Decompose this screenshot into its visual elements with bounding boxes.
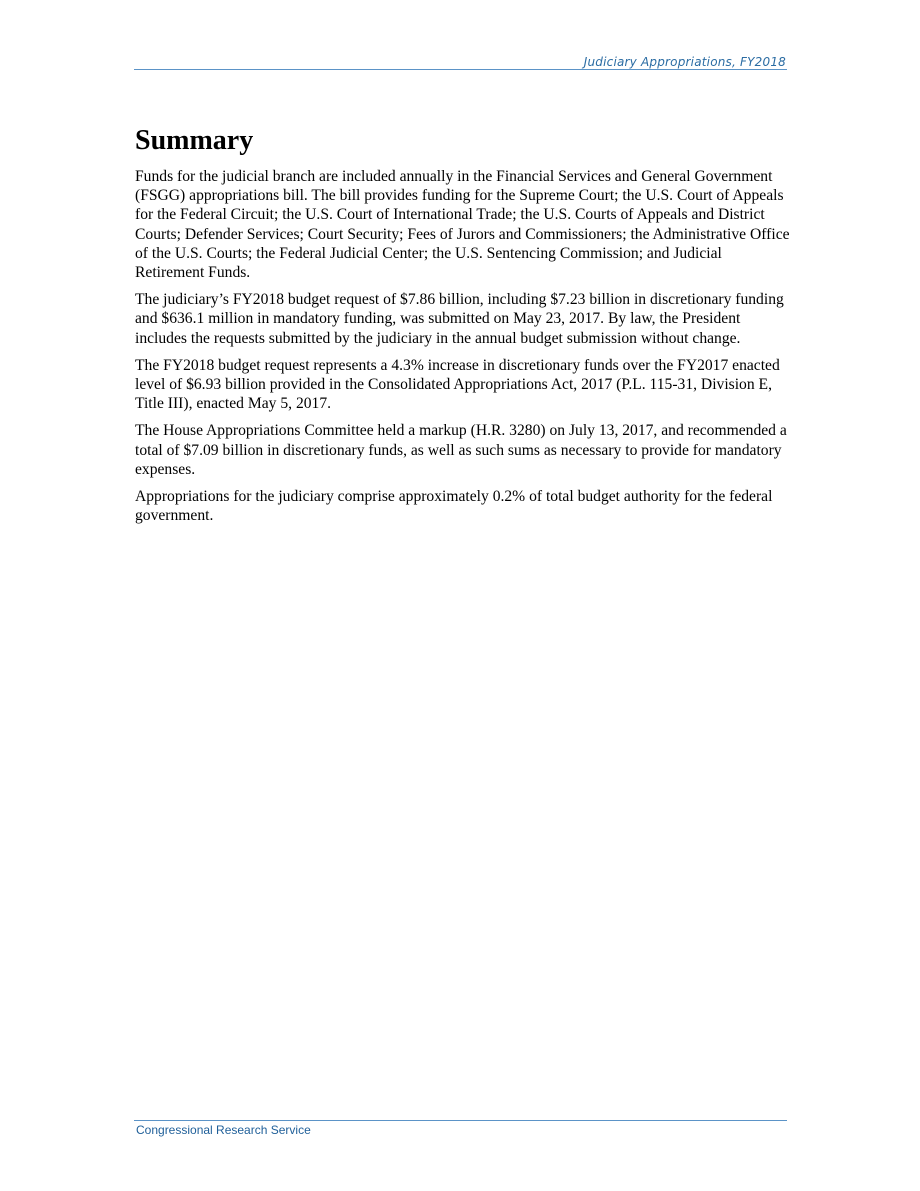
- footer-divider: [134, 1120, 787, 1121]
- running-header-title: Judiciary Appropriations, FY2018: [583, 55, 786, 69]
- paragraph-funding-overview: Funds for the judicial branch are included annually in the Financial Services and General Government (FSGG) appropriations bill. The bill provides funding for the Supreme Court; the U.S. Court of Appeals for the Federal Circuit; the U.S. Court of International Trade; the U.S. Courts of Appeals and District Courts; Defender Services; Court Security; Fees of Jurors and Commissioners; the Administrative Office of the U.S. Courts; the Federal Judicial Center; the U.S. Sentencing Commission; and Judicial Retirement Funds.: [135, 168, 790, 282]
- paragraph-budget-share: Appropriations for the judiciary comprise approximately 0.2% of total budget authority for the federal government.: [135, 488, 773, 525]
- header-divider: [134, 69, 787, 70]
- paragraph-increase: The FY2018 budget request represents a 4.3% increase in discretionary funds over the FY2017 enacted level of $6.93 billion provided in the Consolidated Appropriations Act, 2017 (P.L. 115-31, Division E, Title III), enacted May 5, 2017.: [135, 356, 780, 413]
- page-title: Summary: [135, 125, 254, 156]
- summary-body: [135, 167, 790, 533]
- paragraph-budget-request: The judiciary’s FY2018 budget request of $7.86 billion, including $7.23 billion in discretionary funding and $636.1 million in mandatory funding, was submitted on May 23, 2017. By law, the President includes the requests submitted by the judiciary in the annual budget submission without change.: [135, 291, 784, 347]
- paragraph-house-markup: The House Appropriations Committee held a markup (H.R. 3280) on July 13, 2017, and recommended a total of $7.09 billion in discretionary funds, as well as such sums as necessary to provide for mandatory expenses.: [135, 422, 787, 478]
- footer-organization: Congressional Research Service: [136, 1123, 311, 1137]
